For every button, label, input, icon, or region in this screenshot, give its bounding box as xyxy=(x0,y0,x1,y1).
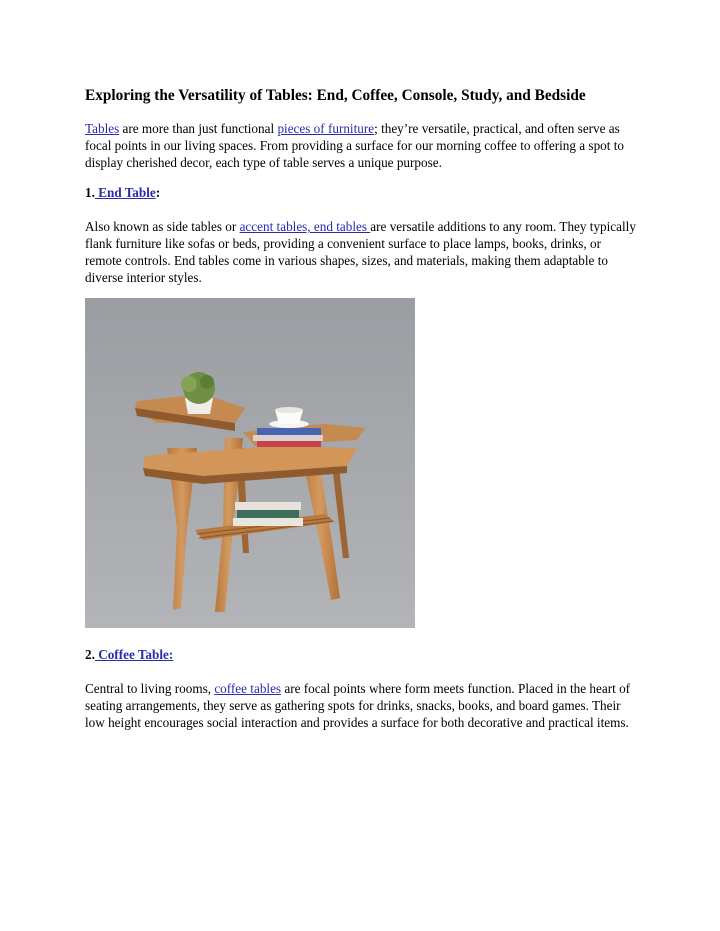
coffee-table-text-1: Central to living rooms, xyxy=(85,681,215,696)
accent-tables-link[interactable]: accent tables, end tables xyxy=(239,219,371,234)
intro-paragraph xyxy=(85,120,640,171)
coffee-table-heading xyxy=(85,647,173,663)
coffee-tables-link[interactable]: coffee tables xyxy=(214,681,282,696)
end-table-image xyxy=(85,298,415,628)
end-table-heading xyxy=(85,185,160,201)
coffee-table-paragraph xyxy=(85,680,640,731)
section-number: 2. xyxy=(85,647,95,662)
end-table-link[interactable]: End Table xyxy=(94,185,156,200)
tables-link[interactable]: Tables xyxy=(85,121,120,136)
heading-suffix: : xyxy=(155,185,161,200)
end-table-text-2: are versatile additions to any room. They typically flank furniture like sofas or beds, providing a convenient surface to place lamps, books, drinks, or remote controls. End tables come in various shapes, sizes, and materials, making them adaptable to diverse interior styles. xyxy=(85,219,636,285)
coffee-table-text-2: are focal points where form meets function. Placed in the heart of seating arrangements, they serve as gathering spots for drinks, snacks, books, and board games. Their low height encourages social interaction and provides a surface for both decorative and practical items. xyxy=(85,681,631,730)
intro-text-2: ; they’re versatile, practical, and often serve as focal points in our living spaces. From providing a surface for our morning coffee to offering a spot to display cherished decor, each type of table serves a unique purpose. xyxy=(85,121,624,170)
pieces-of-furniture-link[interactable]: pieces of furniture xyxy=(277,121,375,136)
coffee-table-link[interactable]: Coffee Table: xyxy=(94,647,174,662)
end-table-paragraph xyxy=(85,218,640,286)
intro-text-1: are more than just functional xyxy=(119,121,278,136)
section-number: 1. xyxy=(85,185,95,200)
end-table-text-1: Also known as side tables or xyxy=(85,219,240,234)
article-title: Exploring the Versatility of Tables: End, Coffee, Console, Study, and Bedside xyxy=(85,87,586,104)
